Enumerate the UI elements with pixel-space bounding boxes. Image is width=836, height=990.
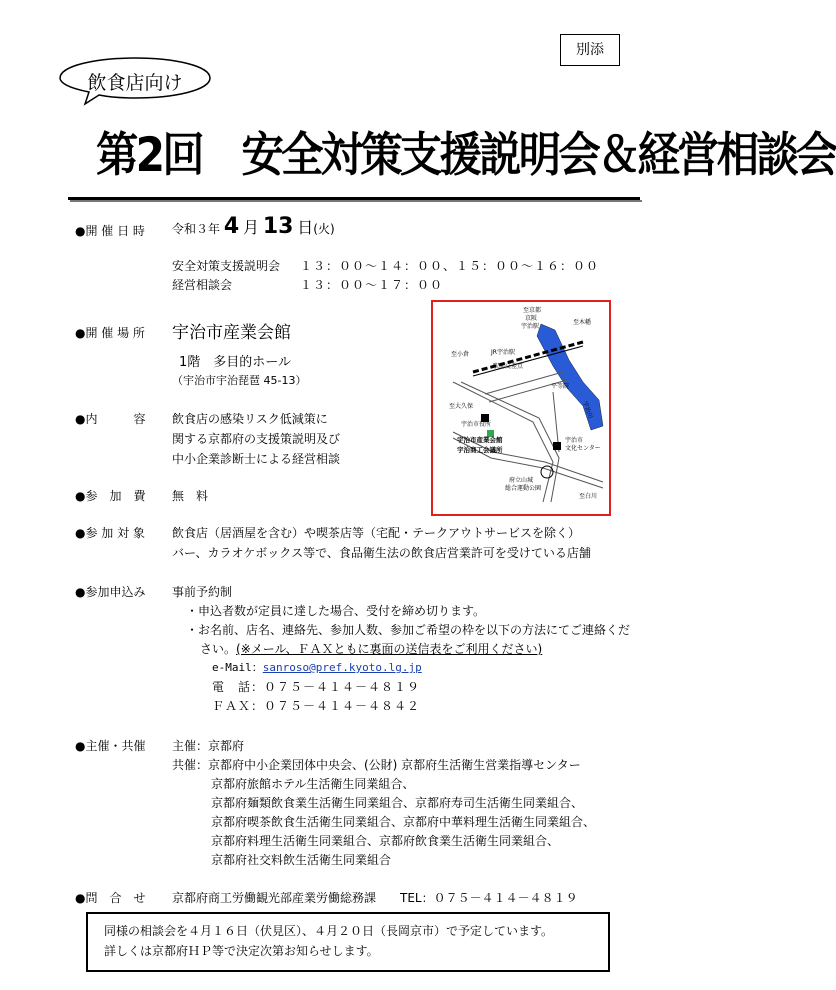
- apply-note-1: ・申込者数が定員に達した場合、受付を締め切ります。: [186, 604, 486, 618]
- map-label-keihan-station: 宇治駅: [521, 323, 540, 330]
- apply-method: 事前予約制: [172, 585, 233, 599]
- map-label-hall-2: 宇治商工会議所: [457, 446, 503, 454]
- map-label-kimbata: 至木幡: [573, 319, 592, 326]
- apply-fax: ＦＡＸ：０７５－４１４－４８４２: [212, 699, 421, 713]
- apply-note-2: ・お名前、店名、連絡先、参加人数、参加ご希望の枠を以下の方法にてご連絡くだ: [186, 623, 631, 637]
- target-label: ●参 加 対 象: [75, 526, 145, 540]
- date-label: ●開 催 日 時: [75, 224, 145, 238]
- contact-value: 京都府商工労働観光部産業労働総務課 TEL：０７５－４１４－４８１９: [172, 891, 578, 905]
- date-weekday: (火): [313, 222, 335, 236]
- date-value: [172, 214, 335, 239]
- organizer-co-1: 共催：京都府中小企業団体中央会、(公財) 京都府生活衛生営業指導センター: [172, 758, 581, 772]
- apply-note-2c: (※メール、ＦＡＸともに裏面の送信表をご利用ください): [236, 642, 543, 656]
- target-line-2: バー、カラオケボックス等で、食品衛生法の飲食店営業許可を受けている店舗: [172, 546, 591, 560]
- map-label-keihan: 京阪: [525, 315, 538, 322]
- map-label-park-1: 府立山城: [509, 477, 534, 484]
- map-label-hall-1: 宇治市産業会館: [457, 436, 503, 444]
- map-label-uji-river: 宇治川: [581, 400, 594, 420]
- session-2-time: １３：００～１７：００: [300, 278, 444, 292]
- apply-email-row: [212, 659, 422, 675]
- page-title: 第2回 安全対策支援説明会＆経営相談会: [96, 128, 836, 183]
- map-label-nara: 至小倉: [451, 351, 470, 358]
- bubble-label: 飲食店向け: [87, 72, 183, 94]
- content-line-1: 飲食店の感染リスク低減策に: [172, 412, 328, 426]
- fee-label: ●参 加 費: [75, 489, 146, 503]
- date-era: 令和３年: [172, 222, 221, 236]
- content-line-2: 関する京都府の支援策説明及び: [172, 432, 341, 446]
- venue-address: （宇治市宇治琵琶 45-13）: [172, 374, 307, 387]
- map-drawing: [433, 302, 609, 514]
- date-day: 13: [262, 214, 294, 239]
- organizer-co-3: 京都府麺類飲食業生活衛生同業組合、京都府寿司生活衛生同業組合、: [211, 796, 584, 810]
- venue-name: 宇治市産業会館: [172, 323, 291, 343]
- date-month: 4: [223, 214, 240, 239]
- date-month-unit: 月: [242, 218, 259, 237]
- session-1-name: 安全対策支援説明会: [172, 259, 281, 273]
- map-label-kuri: 至大久保: [449, 403, 474, 410]
- map-label-ekimae: 駅前交差点: [493, 363, 524, 370]
- session-1-time: １３：００～１４：００、１５：００～１６：００: [300, 259, 600, 273]
- session-2-name: 経営相談会: [172, 278, 233, 292]
- organizer-co-2: 京都府旅館ホテル生活衛生同業組合、: [211, 777, 415, 791]
- organizer-label: ●主催・共催: [75, 739, 146, 753]
- map-label-park-2: 総合運動公園: [505, 485, 542, 492]
- email-label: e-Mail：: [212, 661, 263, 674]
- map-label-culture: 宇治市: [565, 437, 584, 444]
- email-link[interactable]: sanroso@pref.kyoto.lg.jp: [262, 661, 422, 674]
- organizer-co-4: 京都府喫茶飲食生活衛生同業組合、京都府中華料理生活衛生同業組合、: [211, 815, 596, 829]
- attachment-label: 別添: [560, 34, 620, 66]
- map-label-shirakawa: 至白川: [579, 493, 598, 500]
- contact-label: ●問 合 せ: [75, 891, 146, 905]
- notice-line-2: 詳しくは京都府ＨＰ等で決定次第お知らせします。: [104, 944, 379, 958]
- venue-map: [431, 300, 611, 516]
- notice-box: [86, 912, 610, 972]
- notice-line-1: 同様の相談会を４月１６日（伏見区）、４月２０日（長岡京市）で予定しています。: [104, 924, 554, 938]
- apply-note-2b: さい。: [200, 642, 237, 656]
- content-line-3: 中小企業診断士による経営相談: [172, 452, 341, 466]
- organizer-host: 主催：京都府: [172, 739, 245, 753]
- apply-label: ●参加申込み: [75, 585, 146, 599]
- map-label-jr-station: JR宇治駅: [491, 349, 515, 356]
- map-label-city-hall: 宇治市役所: [461, 421, 492, 428]
- content-label: ●内 容: [75, 412, 146, 426]
- venue-room: 1階 多目的ホール: [179, 355, 292, 370]
- map-label-culture-2: 文化センター: [565, 445, 601, 452]
- apply-tel: 電 話：０７５－４１４－４８１９: [212, 680, 421, 694]
- date-day-unit: 日: [297, 218, 314, 237]
- apply-note-2-cont: [200, 640, 542, 657]
- venue-label: ●開 催 場 所: [75, 326, 145, 340]
- organizer-co-6: 京都府社交料飲生活衛生同業組合: [211, 853, 392, 867]
- title-rule-shadow: [70, 200, 642, 202]
- organizer-co-5: 京都府料理生活衛生同業組合、京都府飲食業生活衛生同業組合、: [211, 834, 560, 848]
- map-label-kyoto: 至京都: [523, 307, 542, 314]
- target-line-1: 飲食店（居酒屋を含む）や喫茶店等（宅配・テークアウトサービスを除く）: [172, 526, 581, 540]
- fee-value: 無 料: [172, 489, 209, 503]
- map-label-byodoin: 平等院: [551, 383, 570, 390]
